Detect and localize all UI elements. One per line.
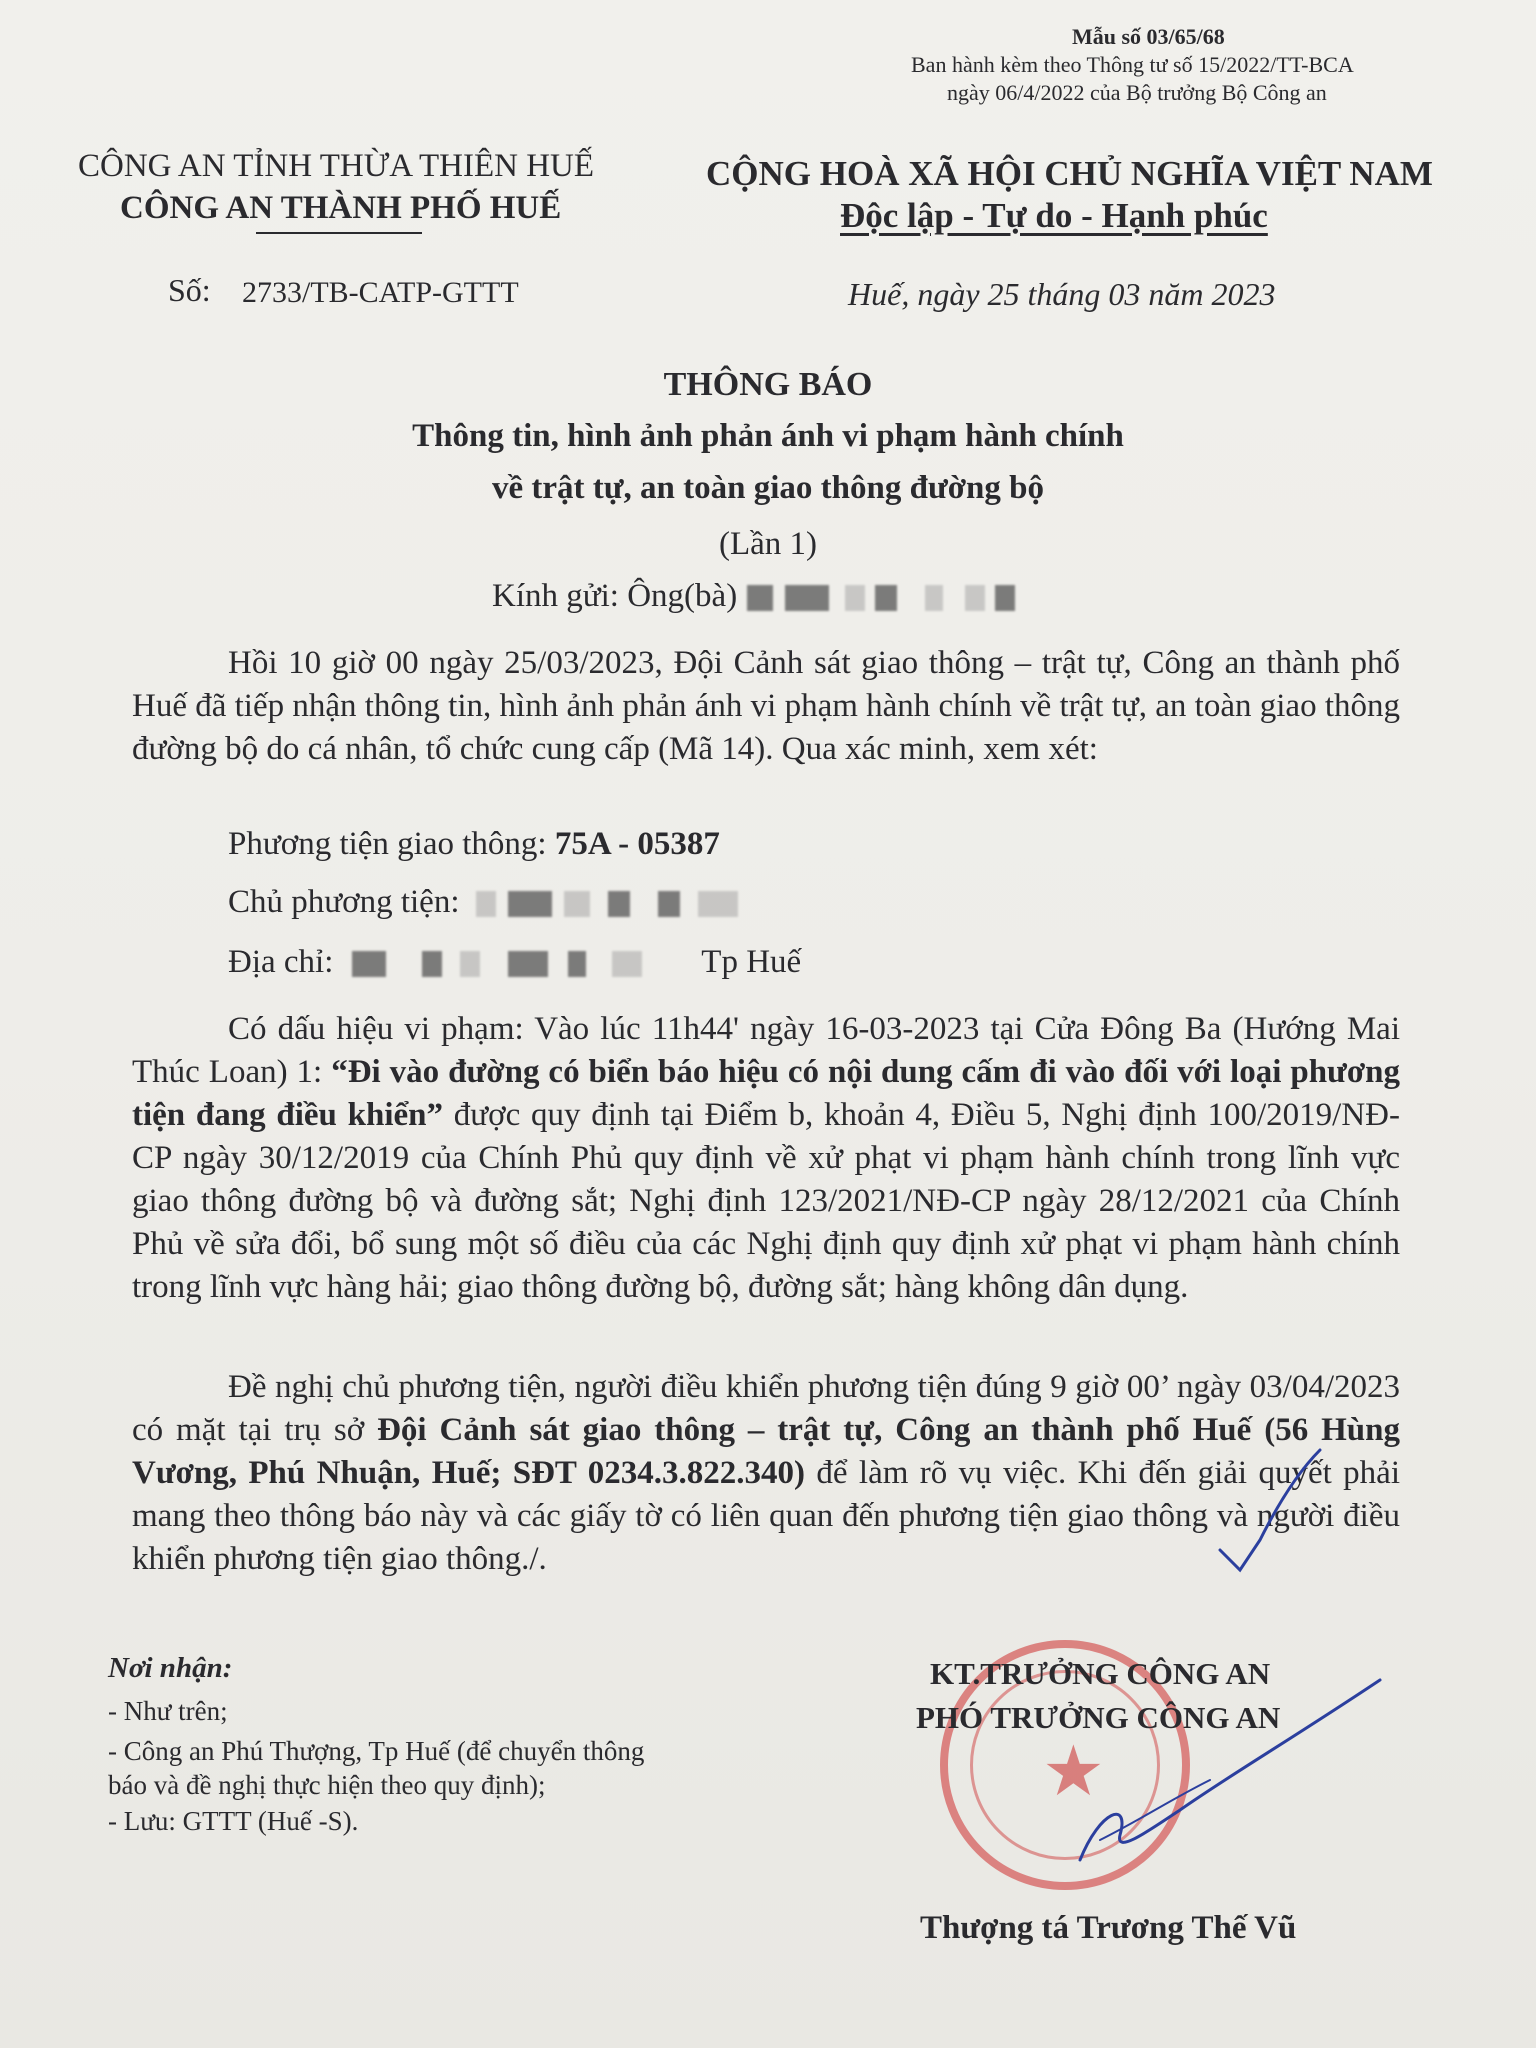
owner-label: Chủ phương tiện: (228, 884, 460, 920)
recipients-item-3: - Lưu: GTTT (Huế -S). (108, 1806, 359, 1836)
address-label: Địa chỉ: (228, 944, 334, 980)
recipient-line (492, 578, 1025, 615)
vehicle-plate: 75A - 05387 (554, 826, 720, 862)
handwritten-signature-icon (1060, 1660, 1400, 1880)
address-line (228, 944, 801, 981)
redacted-owner (468, 891, 758, 917)
recipients-item-1: - Như trên; (108, 1696, 228, 1726)
request-lead: Đề nghị chủ phương tiện, người điều khiển phương tiện đúng 9 giờ 00’ ngày 03/04/2023 có mặt tại trụ sở (132, 1369, 1400, 1448)
redacted-address (342, 951, 694, 977)
agency-name: CÔNG AN THÀNH PHỐ HUẾ (120, 190, 562, 226)
request-rest: để làm rõ vụ việc. Khi đến giải quyết phải mang theo thông báo này và các giấy tờ có liên quan đến phương tiện giao thông và người điều khiển phương tiện giao thông./. (132, 1455, 1400, 1577)
vehicle-label: Phương tiện giao thông: (228, 826, 547, 862)
recipients-title: Nơi nhận: (108, 1652, 233, 1684)
signer-name: Thượng tá Trương Thế Vũ (920, 1910, 1297, 1946)
form-code: Mẫu số 03/65/68 (1072, 24, 1225, 49)
violation-paragraph (132, 1008, 1400, 1309)
seal-star-icon: ★ (1042, 1734, 1105, 1811)
form-issued-line2: ngày 06/4/2022 của Bộ trưởng Bộ Công an (947, 80, 1327, 105)
signature-title-2: PHÓ TRƯỞNG CÔNG AN (916, 1700, 1281, 1735)
address-city: Tp Huế (701, 944, 802, 980)
place-date: Huế, ngày 25 tháng 03 năm 2023 (848, 276, 1276, 312)
violation-legal-basis: được quy định tại Điểm b, khoản 4, Điều 5, Nghị định 100/2019/NĐ-CP ngày 30/12/2019 của Chính Phủ quy định về xử phạt vi phạm hành chính trong lĩnh vực giao thông đường bộ và đường sắt; Nghị định 123/2021/NĐ-CP ngày 28/12/2021 của Chính Phủ về sửa đổi, bổ sung một số điều của các Nghị định quy định xử phạt vi phạm hành chính trong lĩnh vực hàng hải; giao thông đường bộ, đường sắt; hàng không dân dụng. (132, 1097, 1400, 1305)
signature-title-1: KT.TRƯỞNG CÔNG AN (930, 1656, 1271, 1691)
nation-name: CỘNG HOÀ XÃ HỘI CHỦ NGHĨA VIỆT NAM (706, 154, 1433, 193)
recipients-item-2b: báo và đề nghị thực hiện theo quy định); (108, 1770, 546, 1800)
vehicle-line (228, 826, 720, 863)
nation-motto: Độc lập - Tự do - Hạnh phúc (840, 196, 1268, 235)
doc-title: THÔNG BÁO (663, 366, 873, 403)
violation-description: “Đi vào đường có biển báo hiệu có nội dung cấm đi vào đối với loại phương tiện đang điều khiển” (132, 1054, 1400, 1133)
doc-subtitle-2: về trật tự, an toàn giao thông đường bộ (491, 470, 1044, 506)
initials-mark-icon (1200, 1430, 1330, 1580)
form-issued-line1: Ban hành kèm theo Thông tư số 15/2022/TT-BCA (911, 52, 1354, 77)
redacted-name (745, 585, 1025, 611)
doc-times: (Lần 1) (718, 526, 818, 562)
request-office: Đội Cảnh sát giao thông – trật tự, Công an thành phố Huế (56 Hùng Vương, Phú Nhuận, Huế; SĐT 0234.3.822.340) (132, 1412, 1400, 1491)
recipient-label: Kính gửi: Ông(bà) (492, 578, 738, 614)
agency-parent: CÔNG AN TỈNH THỪA THIÊN HUẾ (78, 148, 595, 184)
intro-text: Hồi 10 giờ 00 ngày 25/03/2023, Đội Cảnh sát giao thông – trật tự, Công an thành phố Huế đã tiếp nhận thông tin, hình ảnh phản ánh vi phạm hành chính về trật tự, an toàn giao thông đường bộ do cá nhân, tổ chức cung cấp (Mã 14). Qua xác minh, xem xét: (132, 645, 1400, 767)
agency-underline (256, 232, 422, 234)
recipients-item-2a: - Công an Phú Thượng, Tp Huế (để chuyển thông (108, 1736, 645, 1766)
intro-paragraph (132, 642, 1400, 771)
owner-line (228, 884, 758, 921)
document-number-label: Số: (168, 272, 211, 308)
violation-lead: Có dấu hiệu vi phạm: Vào lúc 11h44' ngày 16-03-2023 tại Cửa Đông Ba (Hướng Mai Thúc Loan) 1: (132, 1011, 1400, 1090)
doc-subtitle-1: Thông tin, hình ảnh phản ánh vi phạm hành chính (412, 418, 1124, 454)
document-number: 2733/TB-CATP-GTTT (242, 276, 519, 309)
